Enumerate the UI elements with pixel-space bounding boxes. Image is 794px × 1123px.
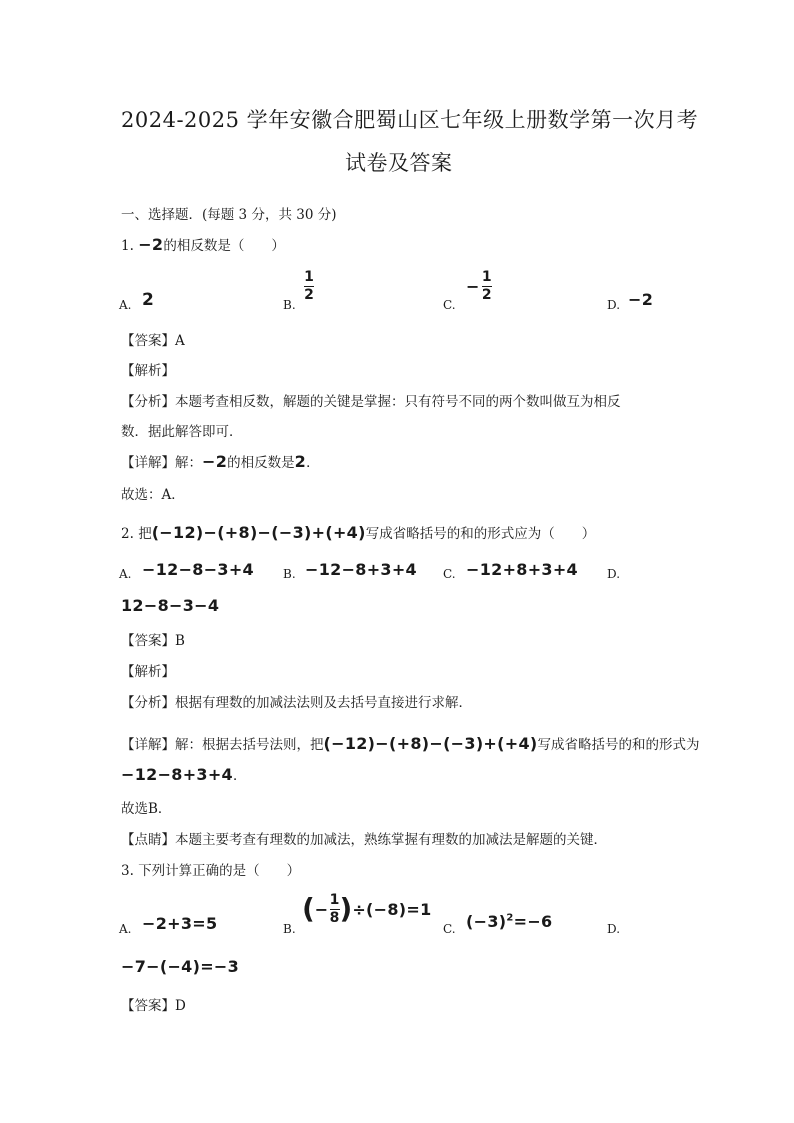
option-b-value xyxy=(302,893,432,925)
detail-text xyxy=(121,733,700,753)
question-1-stem xyxy=(121,234,285,254)
detail-prefix: 【详解】解：根据去括号法则，把 xyxy=(121,737,324,753)
right-paren: ) xyxy=(339,892,353,926)
answer-label: 【答案】A xyxy=(121,333,185,349)
detail-suffix: 写成省略括号的和的形式为 xyxy=(537,737,700,753)
conclusion-text: 故选B． xyxy=(121,801,172,817)
option-label: A. xyxy=(119,567,132,581)
option-b-fraction xyxy=(304,270,314,302)
analysis-heading: 【解析】 xyxy=(121,664,175,680)
question-text: 写成省略括号的和的形式应为（ ） xyxy=(365,526,596,542)
option-a xyxy=(119,567,131,581)
option-a-value: −2+3=5 xyxy=(142,914,218,933)
option-d-value: −2 xyxy=(628,290,654,309)
question-2-stem xyxy=(121,522,595,542)
math-expression: ÷(−8)=1 xyxy=(352,899,432,919)
question-text: 下列计算正确的是（ ） xyxy=(138,863,301,879)
option-d xyxy=(607,567,620,581)
option-label: A. xyxy=(119,298,132,312)
option-c-value: −12+8+3+4 xyxy=(466,560,578,579)
option-label: B. xyxy=(283,567,296,581)
option-label: C. xyxy=(443,567,456,581)
option-d-value: −7−(−4)=−3 xyxy=(121,957,240,976)
option-d-value: 12−8−3−4 xyxy=(121,596,220,615)
detail-end: ． xyxy=(233,768,247,784)
detail-result xyxy=(121,764,247,784)
option-b xyxy=(283,298,296,312)
exponent: 2 xyxy=(506,912,514,924)
option-b-value: −12−8+3+4 xyxy=(305,560,417,579)
minus-sign: − xyxy=(314,899,329,919)
math-expression: (−12)−(+8)−(−3)+(+4) xyxy=(323,734,538,753)
section-heading: 一、选择题．(每题 3 分，共 30 分) xyxy=(121,207,337,223)
page-title-line2: 试卷及答案 xyxy=(345,151,453,175)
fraction-numerator: 1 xyxy=(329,892,340,908)
remark-text: 【点睛】本题主要考查有理数的加减法，熟练掌握有理数的加减法是解题的关键． xyxy=(121,832,607,848)
option-a xyxy=(119,298,131,312)
option-label: D. xyxy=(607,298,621,312)
fraction-denominator: 2 xyxy=(481,286,492,303)
option-c-value xyxy=(466,270,492,302)
conclusion-text: 故选：A． xyxy=(121,487,185,503)
option-label: C. xyxy=(443,922,456,936)
answer-label: 【答案】B xyxy=(121,633,185,649)
detail-text xyxy=(121,451,320,471)
left-paren: ( xyxy=(302,892,315,926)
option-d xyxy=(607,298,620,312)
answer-label: 【答案】D xyxy=(121,998,186,1014)
math-expression: −2 xyxy=(138,235,164,254)
page-title-line1: 2024-2025 学年安徽合肥蜀山区七年级上册数学第一次月考 xyxy=(121,108,699,132)
question-3-stem xyxy=(121,859,300,879)
math-expression: (−12)−(+8)−(−3)+(+4) xyxy=(151,523,366,542)
option-b xyxy=(283,922,296,936)
minus-sign: − xyxy=(466,276,480,296)
fraction-denominator: 2 xyxy=(304,286,314,303)
math-expression: −12−8+3+4 xyxy=(121,765,233,784)
math-expression: −2 xyxy=(202,452,228,471)
option-label: D. xyxy=(607,922,621,936)
option-label: D. xyxy=(607,567,621,581)
question-number: 2. xyxy=(121,526,134,542)
question-number: 3. xyxy=(121,863,134,879)
option-c xyxy=(443,567,456,581)
question-prefix: 把 xyxy=(138,526,152,542)
math-expression: =−6 xyxy=(513,912,553,931)
option-label: B. xyxy=(283,922,296,936)
option-a-value: 2 xyxy=(142,290,154,310)
option-c-fraction xyxy=(482,270,492,302)
option-label: C. xyxy=(443,298,456,312)
question-text: 的相反数是（ ） xyxy=(163,238,285,254)
power-base: (−3) xyxy=(466,912,507,931)
option-b-fraction xyxy=(330,893,340,925)
detail-end: ． xyxy=(306,455,320,471)
analysis-text-cont: 数．据此解答即可． xyxy=(121,424,243,440)
detail-mid: 的相反数是 xyxy=(227,455,295,471)
option-label: A. xyxy=(119,922,132,936)
math-expression: 2 xyxy=(294,452,307,471)
question-number: 1. xyxy=(121,238,134,254)
fraction-denominator: 8 xyxy=(329,909,340,926)
option-a-value: −12−8−3+4 xyxy=(142,560,254,579)
analysis-text: 【分析】根据有理数的加减法法则及去括号直接进行求解． xyxy=(121,695,472,711)
option-label: B. xyxy=(283,298,296,312)
fraction-numerator: 1 xyxy=(481,269,492,285)
analysis-heading: 【解析】 xyxy=(121,363,175,379)
option-b xyxy=(283,567,296,581)
option-c xyxy=(443,922,456,936)
option-c-value xyxy=(466,912,553,931)
option-a xyxy=(119,922,131,936)
option-c xyxy=(443,298,456,312)
option-d xyxy=(607,922,620,936)
analysis-text: 【分析】本题考查相反数，解题的关键是掌握：只有符号不同的两个数叫做互为相反 xyxy=(121,394,621,410)
fraction-numerator: 1 xyxy=(304,269,314,285)
detail-prefix: 【详解】解： xyxy=(121,455,202,471)
